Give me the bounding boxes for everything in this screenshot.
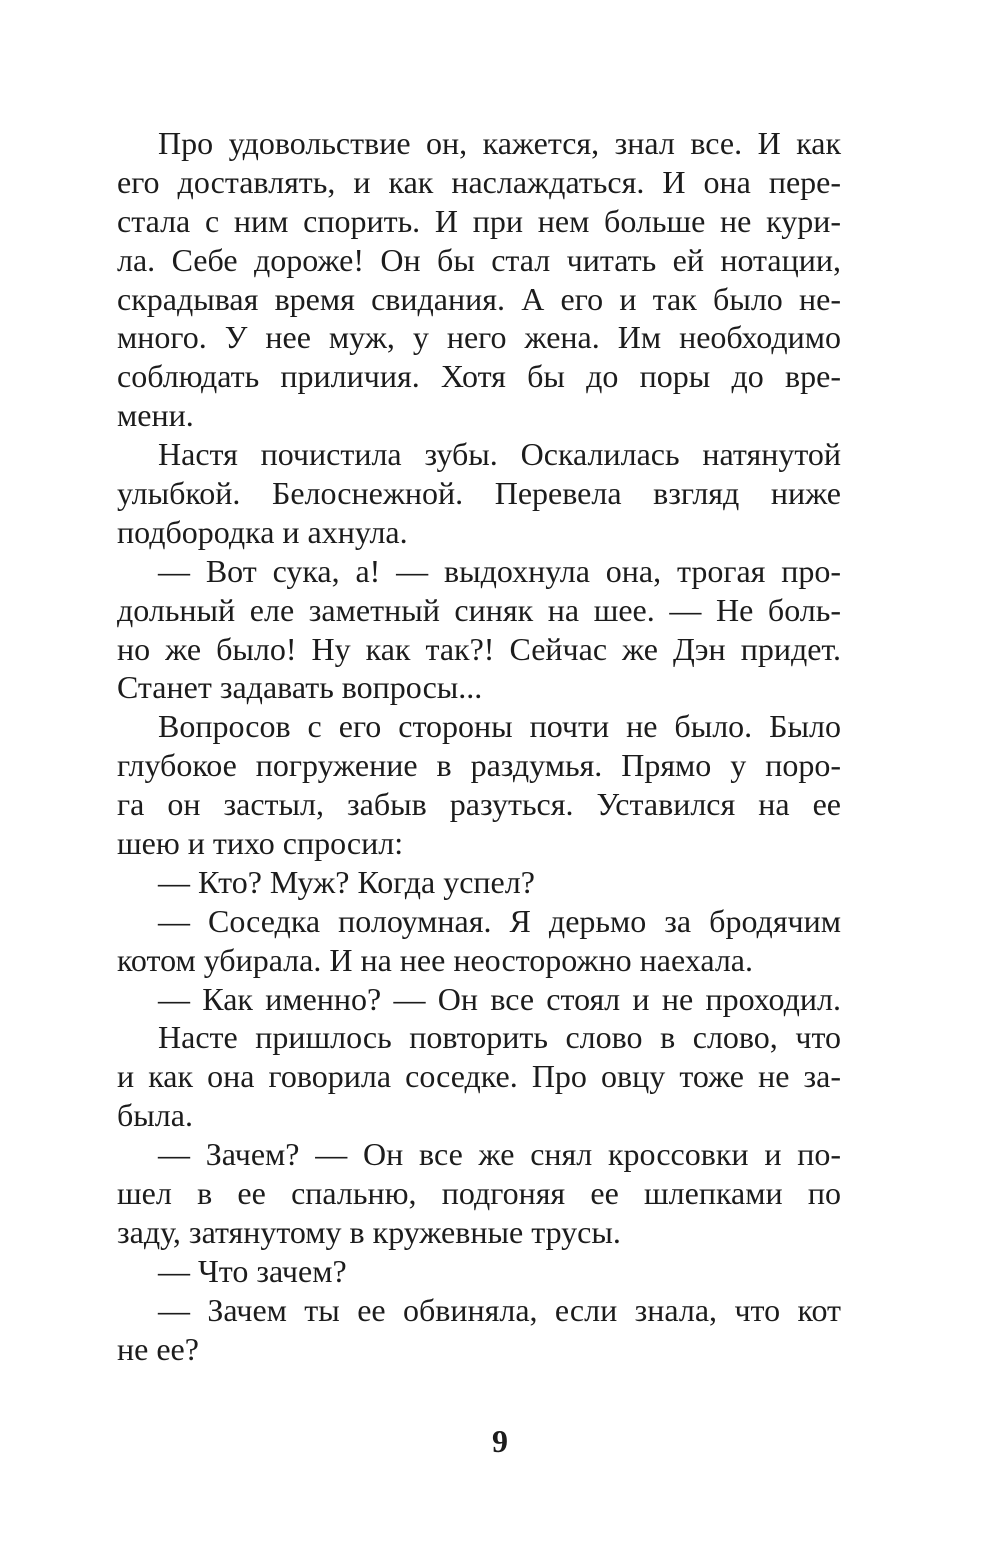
text-line: — Соседка полоумная. Я дерьмо за бродячим	[158, 902, 841, 939]
text-line: соблюдать приличия. Хотя бы до поры до вре-	[117, 358, 841, 395]
page-number: 9	[492, 1423, 508, 1459]
text-line: — Как именно? — Он все стоял и не проходил.	[158, 980, 841, 1017]
text-line: шел в ее спальню, подгоняя ее шлепками по	[117, 1175, 841, 1212]
page-text	[117, 124, 841, 1369]
text-line: га он застыл, забыв разуться. Уставился на ее	[117, 786, 841, 823]
text-line: и как она говорила соседке. Про овцу тоже не за-	[117, 1058, 841, 1095]
text-line: много. У нее муж, у него жена. Им необходимо	[117, 319, 841, 356]
text-line: Вопросов с его стороны почти не было. Было	[158, 708, 841, 745]
text-line: — Зачем ты ее обвиняла, если знала, что кот	[158, 1291, 841, 1328]
text-line: — Что зачем?	[158, 1252, 347, 1289]
text-line: подбородка и ахнула.	[117, 513, 408, 550]
text-line: глубокое погружение в раздумья. Прямо у поро-	[117, 747, 841, 784]
text-line: стала с ним спорить. И при нем больше не кури-	[117, 202, 841, 239]
text-line: Настя почистила зубы. Оскалилась натянутой	[158, 436, 841, 473]
text-line: не ее?	[117, 1330, 199, 1367]
text-line: ла. Себе дороже! Он бы стал читать ей нотации,	[117, 241, 841, 278]
text-line: мени.	[117, 397, 194, 434]
text-line: заду, затянутому в кружевные трусы.	[117, 1213, 621, 1250]
text-line: котом убирала. И на нее неосторожно наехала.	[117, 941, 753, 978]
text-line: но же было! Ну как так?! Сейчас же Дэн придет.	[117, 630, 841, 667]
text-line: Про удовольствие он, кажется, знал все. И как	[158, 125, 841, 161]
text-line: скрадывая время свидания. А его и так было не-	[117, 280, 841, 317]
text-line: Станет задавать вопросы...	[117, 669, 483, 706]
text-line: — Вот сука, а! — выдохнула она, трогая про-	[158, 552, 841, 589]
text-line: его доставлять, и как наслаждаться. И она пере-	[117, 163, 841, 200]
text-line: шею и тихо спросил:	[117, 825, 404, 862]
text-line: была.	[117, 1097, 193, 1134]
text-line: — Кто? Муж? Когда успел?	[158, 863, 535, 900]
text-line: улыбкой. Белоснежной. Перевела взгляд ниже	[117, 475, 841, 512]
text-line: — Зачем? — Он все же снял кроссовки и по-	[158, 1136, 841, 1173]
text-line: дольный еле заметный синяк на шее. — Не боль-	[117, 591, 841, 628]
text-line: Насте пришлось повторить слово в слово, что	[158, 1019, 841, 1056]
